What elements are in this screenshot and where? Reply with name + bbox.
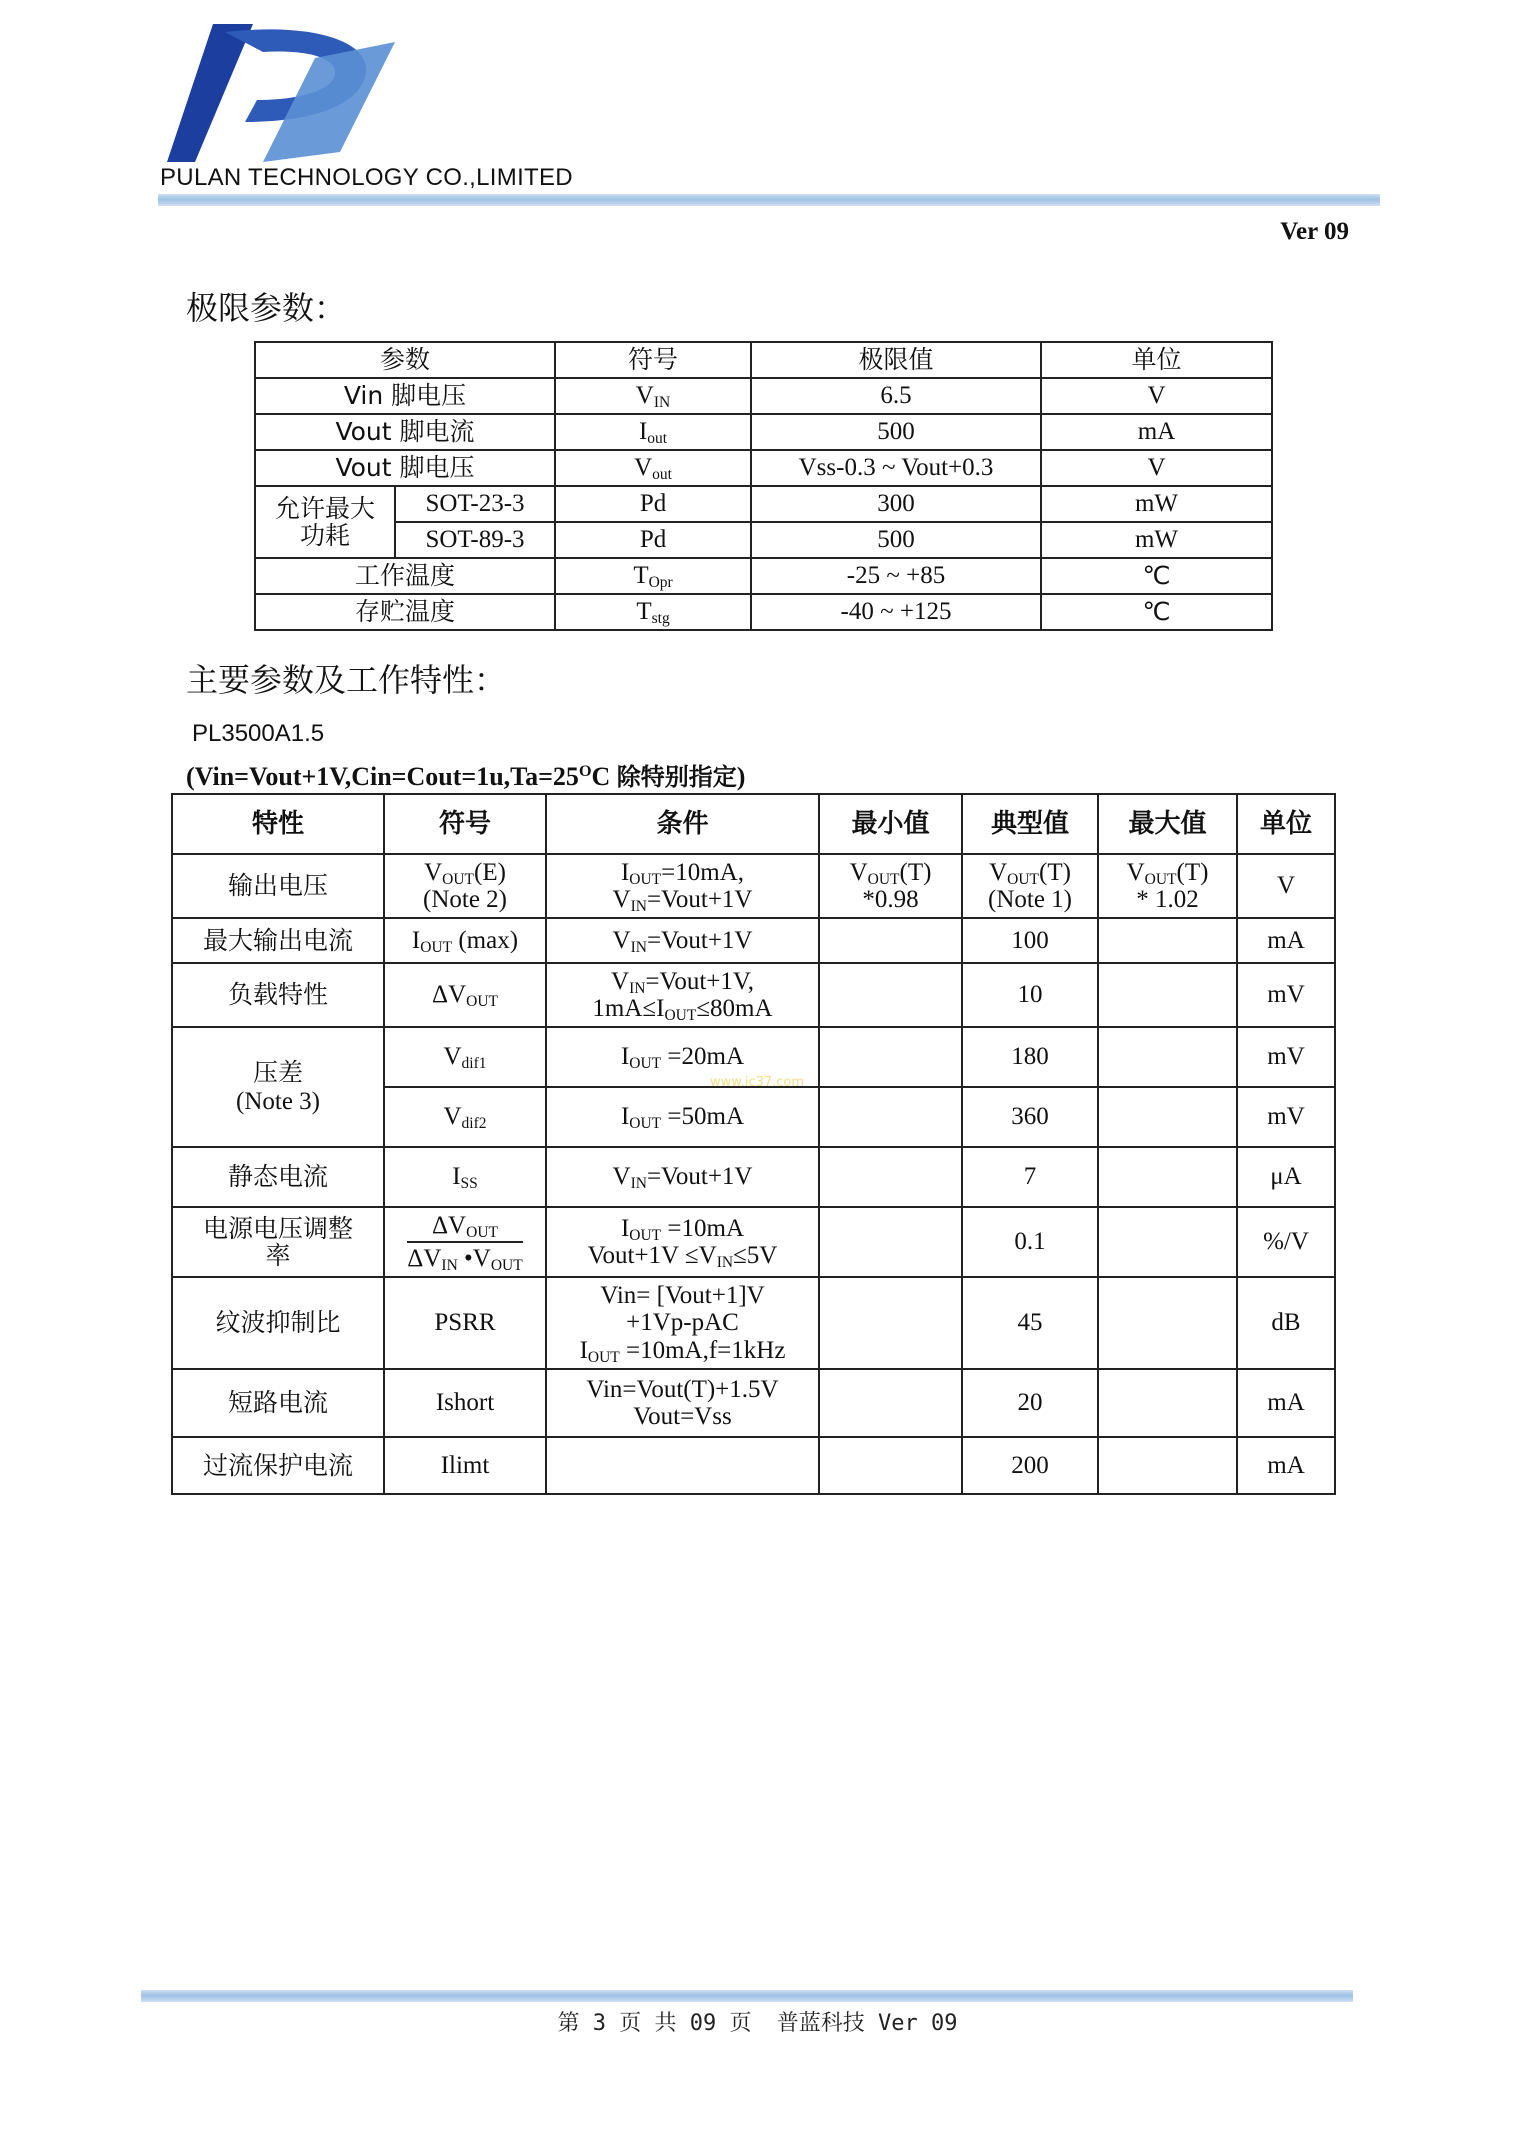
table-row <box>255 594 1272 630</box>
max-cell <box>1098 1369 1237 1437</box>
symbol-cell: $T_{Opr}$ <box>555 558 751 594</box>
max-cell <box>1098 1277 1237 1369</box>
unit-cell: mV <box>1237 1027 1335 1087</box>
condition-cell: Vin=Vout(T)+1.5V Vout=Vss <box>546 1369 819 1437</box>
table-row <box>172 1277 1335 1369</box>
char-name-cell: 输出电压 <box>172 854 384 918</box>
characteristics-heading: 主要参数及工作特性： <box>186 661 507 699</box>
typ-cell: 45 <box>962 1277 1098 1369</box>
typ-cell: 7 <box>962 1147 1098 1207</box>
param-cell: Vin 脚电压 <box>255 378 555 414</box>
typ-cell: 200 <box>962 1437 1098 1494</box>
col-header-unit: 单位 <box>1237 794 1335 854</box>
char-name-cell: 静态电流 <box>172 1147 384 1207</box>
symbol-cell: Ilimt <box>384 1437 546 1494</box>
col-header-param: 参数 <box>255 342 555 378</box>
version-label: Ver 09 <box>1280 218 1349 245</box>
package-cell: SOT-89-3 <box>395 522 555 558</box>
condition-cell: $I_{OUT} =20mA$ <box>546 1027 819 1087</box>
table-row <box>172 1369 1335 1437</box>
table-row <box>255 486 1272 522</box>
min-cell <box>819 1207 962 1277</box>
absolute-max-table <box>254 341 1273 631</box>
max-cell <box>1098 1437 1237 1494</box>
unit-cell: mA <box>1237 918 1335 963</box>
unit-cell: ℃ <box>1041 594 1272 630</box>
condition-cell: Vin= [Vout+1]V +1Vp-pAC $I_{OUT} =10mA,f=1kHz$ <box>546 1277 819 1369</box>
symbol-cell: $V_{dif1}$ <box>384 1027 546 1087</box>
min-cell <box>819 1147 962 1207</box>
fraction: $\frac{\Delta V_{OUT}}{\Delta V_{IN} •V_{OUT}}$ <box>407 1211 523 1274</box>
param-cell: Vout 脚电流 <box>255 414 555 450</box>
page-number: 第 3 页 共 09 页 <box>557 2011 752 2036</box>
typ-cell: 10 <box>962 963 1098 1027</box>
min-cell <box>819 1277 962 1369</box>
unit-cell: %/V <box>1237 1207 1335 1277</box>
unit-cell: mW <box>1041 486 1272 522</box>
symbol-cell <box>384 1207 546 1277</box>
unit-cell: mA <box>1237 1437 1335 1494</box>
typ-cell: $V_{OUT}(T)$ (Note 1) <box>962 854 1098 918</box>
symbol-cell: Pd <box>555 486 751 522</box>
condition-cell <box>546 1437 819 1494</box>
col-header-characteristic: 特性 <box>172 794 384 854</box>
header-rule <box>158 194 1380 206</box>
min-cell <box>819 1027 962 1087</box>
char-name-cell: 负载特性 <box>172 963 384 1027</box>
symbol-cell: $I_{out}$ <box>555 414 751 450</box>
param-cell: 存贮温度 <box>255 594 555 630</box>
char-name-cell: 纹波抑制比 <box>172 1277 384 1369</box>
unit-cell: ℃ <box>1041 558 1272 594</box>
condition-cell: $I_{OUT} =50mA$ <box>546 1087 819 1147</box>
symbol-cell: $I_{SS}$ <box>384 1147 546 1207</box>
min-cell <box>819 1087 962 1147</box>
param-cell: Vout 脚电压 <box>255 450 555 486</box>
table-row <box>172 918 1335 963</box>
min-cell <box>819 1437 962 1494</box>
value-cell: 500 <box>751 522 1041 558</box>
symbol-cell: $V_{IN}$ <box>555 378 751 414</box>
unit-cell: V <box>1041 450 1272 486</box>
min-cell <box>819 1369 962 1437</box>
max-cell <box>1098 1027 1237 1087</box>
col-header-min: 最小值 <box>819 794 962 854</box>
max-cell <box>1098 1087 1237 1147</box>
table-header-row <box>255 342 1272 378</box>
param-cell: 工作温度 <box>255 558 555 594</box>
symbol-cell: $\Delta V_{OUT}$ <box>384 963 546 1027</box>
unit-cell: V <box>1237 854 1335 918</box>
table-row <box>172 1207 1335 1277</box>
symbol-cell: $V_{OUT}(E)$ (Note 2) <box>384 854 546 918</box>
min-cell: $V_{OUT}(T)$ *0.98 <box>819 854 962 918</box>
table-header-row <box>172 794 1335 854</box>
watermark: www.ic37.com <box>710 1075 805 1090</box>
param-group-cell: 允许最大 功耗 <box>255 486 395 558</box>
unit-cell: dB <box>1237 1277 1335 1369</box>
typ-cell: 100 <box>962 918 1098 963</box>
condition-cell: $I_{OUT}=10mA$, $V_{IN}=Vout+1V$ <box>546 854 819 918</box>
package-cell: SOT-23-3 <box>395 486 555 522</box>
table-row <box>172 1437 1335 1494</box>
value-cell: -25 ~ +85 <box>751 558 1041 594</box>
value-cell: 6.5 <box>751 378 1041 414</box>
max-cell <box>1098 1207 1237 1277</box>
model-number: PL3500A1.5 <box>192 720 325 747</box>
condition-cell: $V_{IN}=Vout+1V$ <box>546 918 819 963</box>
unit-cell: V <box>1041 378 1272 414</box>
unit-cell: mW <box>1041 522 1272 558</box>
value-cell: Vss-0.3 ~ Vout+0.3 <box>751 450 1041 486</box>
char-name-cell: 最大输出电流 <box>172 918 384 963</box>
table-row <box>255 558 1272 594</box>
footer-rule <box>141 1990 1353 2002</box>
char-name-cell: 过流保护电流 <box>172 1437 384 1494</box>
page-footer <box>0 2006 1515 2037</box>
symbol-cell: $T_{stg}$ <box>555 594 751 630</box>
unit-cell: mA <box>1237 1369 1335 1437</box>
table-row <box>255 378 1272 414</box>
char-name-cell: 电源电压调整 率 <box>172 1207 384 1277</box>
max-cell <box>1098 963 1237 1027</box>
max-cell <box>1098 1147 1237 1207</box>
char-name-cell: 短路电流 <box>172 1369 384 1437</box>
col-header-typ: 典型值 <box>962 794 1098 854</box>
col-header-max: 最大值 <box>1098 794 1237 854</box>
footer-brand: 普蓝科技 Ver 09 <box>776 2011 958 2036</box>
condition-cell: $V_{IN}=Vout+1V$ <box>546 1147 819 1207</box>
col-header-unit: 单位 <box>1041 342 1272 378</box>
col-header-symbol: 符号 <box>555 342 751 378</box>
col-header-limit: 极限值 <box>751 342 1041 378</box>
table-row <box>172 963 1335 1027</box>
company-name: PULAN TECHNOLOGY CO.,LIMITED <box>160 164 573 191</box>
value-cell: 300 <box>751 486 1041 522</box>
typ-cell: 0.1 <box>962 1207 1098 1277</box>
min-cell <box>819 918 962 963</box>
condition-cell: $I_{OUT} =10mA$ Vout+1V $\le V_{IN}\le 5V$ <box>546 1207 819 1277</box>
table-row <box>255 522 1272 558</box>
symbol-cell: $V_{out}$ <box>555 450 751 486</box>
unit-cell: mV <box>1237 963 1335 1027</box>
symbol-cell: Pd <box>555 522 751 558</box>
typ-cell: 180 <box>962 1027 1098 1087</box>
table-row <box>255 450 1272 486</box>
characteristics-table <box>171 793 1336 1495</box>
max-cell: $V_{OUT}(T)$ * 1.02 <box>1098 854 1237 918</box>
logo-dark-stroke <box>167 24 253 162</box>
test-conditions: ($Vin=Vout+1V,Cin=Cout=1u,Ta=25^OC$ 除特别指定) <box>186 762 746 791</box>
company-logo <box>165 22 405 172</box>
condition-cell: $V_{IN}=Vout+1V$, $1mA\le I_{OUT}\le 80mA$ <box>546 963 819 1027</box>
table-row <box>172 854 1335 918</box>
typ-cell: 360 <box>962 1087 1098 1147</box>
col-header-symbol: 符号 <box>384 794 546 854</box>
symbol-cell: Ishort <box>384 1369 546 1437</box>
col-header-condition: 条件 <box>546 794 819 854</box>
typ-cell: 20 <box>962 1369 1098 1437</box>
table-row <box>172 1147 1335 1207</box>
absolute-max-heading: 极限参数： <box>186 289 347 327</box>
value-cell: 500 <box>751 414 1041 450</box>
min-cell <box>819 963 962 1027</box>
max-cell <box>1098 918 1237 963</box>
symbol-cell: PSRR <box>384 1277 546 1369</box>
unit-cell: mA <box>1041 414 1272 450</box>
value-cell: -40 ~ +125 <box>751 594 1041 630</box>
table-row <box>255 414 1272 450</box>
unit-cell: mV <box>1237 1087 1335 1147</box>
symbol-cell: $V_{dif2}$ <box>384 1087 546 1147</box>
unit-cell: μA <box>1237 1147 1335 1207</box>
symbol-cell: $I_{OUT}$ (max) <box>384 918 546 963</box>
char-name-cell: 压差 (Note 3) <box>172 1027 384 1147</box>
